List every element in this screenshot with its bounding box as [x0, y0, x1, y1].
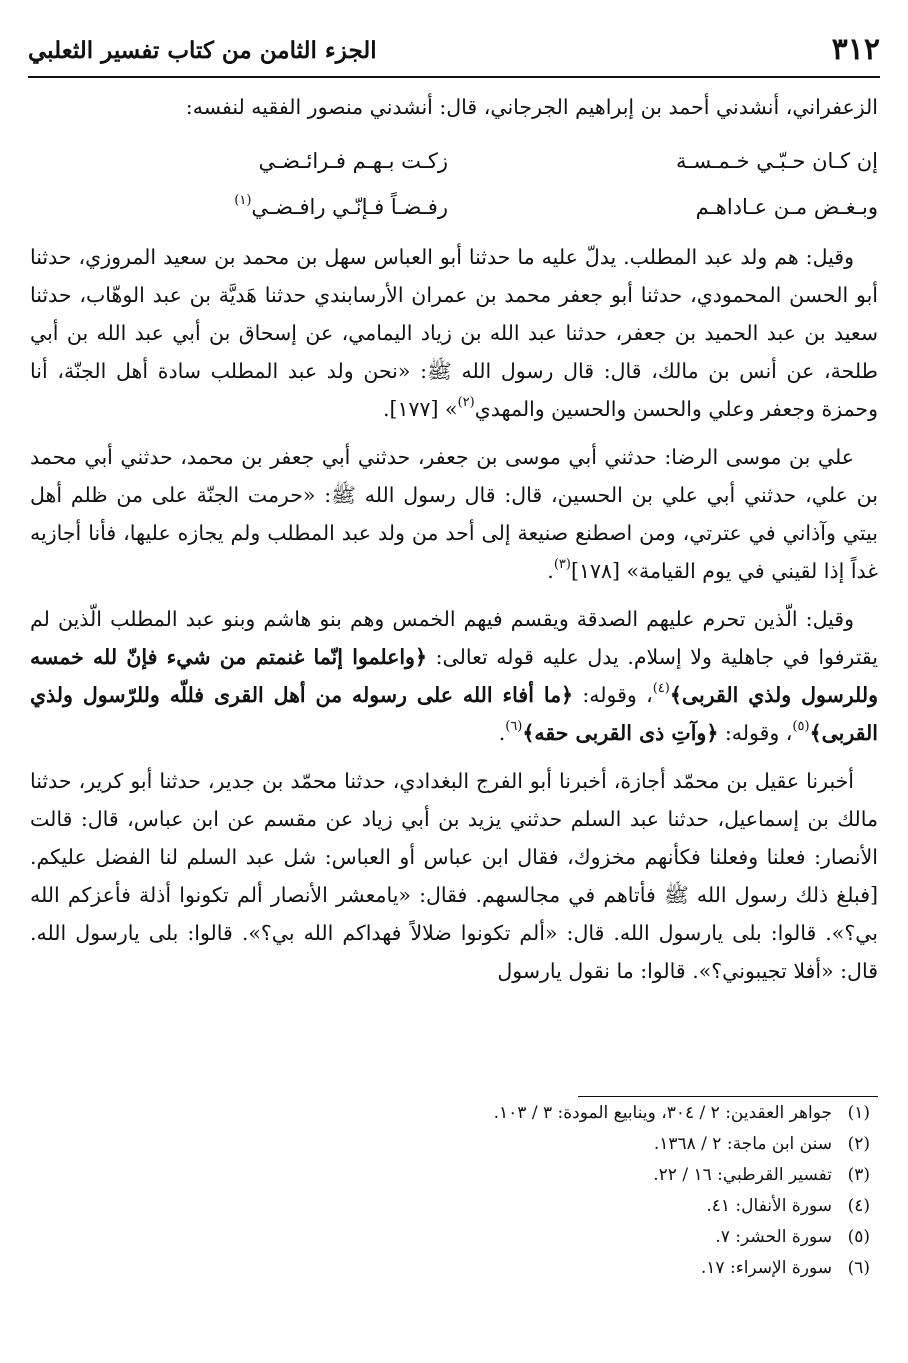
footnote — [30, 1191, 878, 1222]
running-head: الجزء الثامن من كتاب تفسير الثعلبي — [28, 37, 377, 64]
footnote — [30, 1160, 878, 1191]
paragraph-1-text: وقيل: هم ولد عبد المطلب. يدلّ عليه ما حدثنا أبو العباس سهل بن محمد بن سعيد المروزي، حدثنا أبو الحسن المحمودي، حدثنا أبو جعفر محمد بن عمران الأرسابندي حدثنا هَديَّة بن عبد الوهّاب، حدثنا سعيد بن عبد الحميد بن جعفر، حدثنا عبد الله بن زياد اليمامي، عن إسحاق بن أبي عبد الله بن أبي طلحة، عن أنس بن مالك، قال: قال رسول الله ﷺ: «نحن ولد عبد المطلب سادة أهل الجنّة، أنا وحمزة وجعفر وعلي والحسن والحسين والمهدي — [30, 245, 878, 421]
poem-verse — [30, 136, 878, 230]
paragraph-4: أخبرنا عقيل بن محمّد أجازة، أخبرنا أبو الفرج البغدادي، حدثنا محمّد بن جدير، حدثنا أبو كرير، حدثنا مالك بن إسماعيل، حدثنا عبد السلم حدثني يزيد بن أبي زياد عن مقسم عن ابن عباس، قال: قالت الأنصار: فعلنا وفعلنا فكأنهم مخزوك، فقال ابن عباس أو العباس: شل عبد السلم لنا الفضل عليكم. [فبلغ ذلك رسول الله ﷺ فأتاهم في مجالسهم. فقال: «يامعشر الأنصار ألم تكونوا أذلة فأعزكم الله بي؟». قالوا: بلى يارسول الله. قال: «ألم تكونوا ضلالاً فهداكم الله بي؟». قالوا: بلى يارسول الله. قال: «أفلا تجيبوني؟». قالوا: ما نقول يارسول — [30, 769, 878, 983]
footnote-text: سورة الأنفال: ٤١. — [706, 1196, 832, 1216]
footnote-number: (٣) — [847, 1165, 870, 1185]
quran-quote-3: ﴿وآتِ ذى القربى حقه﴾ — [522, 721, 719, 745]
paragraph-3-tail: . — [498, 721, 506, 745]
footnote-ref-2: (٢) — [457, 395, 475, 410]
footnote-number: (١) — [847, 1103, 870, 1123]
verse-line1-second: زكـت بـهـم فـرائـضـي — [258, 149, 448, 173]
verse-line2-second-text: رفـضـاً فـإنّـي رافـضـي — [251, 195, 448, 219]
footnote-text: سنن ابن ماجة: ٢ / ١٣٦٨. — [653, 1134, 832, 1154]
verse-line1-first: إن كـان حـبّـي خـمـسـة — [676, 149, 878, 173]
footnote-ref-3: (٣) — [553, 557, 571, 572]
paragraph-1 — [30, 238, 878, 428]
footnote-text: تفسير القرطبي: ١٦ / ٢٢. — [653, 1165, 832, 1185]
main-text — [30, 88, 878, 1000]
paragraph-3-text1: وقيل: الّذين تحرم عليهم الصدقة ويقسم فيهم الخمس وهم بنو هاشم وبنو عبد المطلب الّذين لم يقترفوا في جاهلية ولا إسلام. يدل عليه قوله تعالى: — [30, 607, 878, 669]
footnote-rule — [578, 1096, 878, 1097]
footnote-ref-4: (٤) — [652, 681, 670, 696]
quran-quote-1: ﴿واعلموا إنّما غنمتم من شيء فإنّ لله خمسه وللرسول ولذي القربى﴾ — [30, 645, 878, 707]
footnote-ref-6: (٦) — [505, 719, 523, 734]
paragraph-3-text2: ، وقوله: — [573, 683, 653, 707]
page-number: ٣١٢ — [831, 32, 880, 67]
header-rule — [28, 76, 880, 78]
quran-quote-2: ﴿ما أفاء الله على رسوله من أهل القرى فللّه وللرّسول ولذي القربى﴾ — [30, 683, 878, 745]
intro-paragraph: الزعفراني، أنشدني أحمد بن إبراهيم الجرجاني، قال: أنشدني منصور الفقيه لنفسه: — [185, 95, 878, 119]
paragraph-2-text: علي بن موسى الرضا: حدثني أبي موسى بن جعفر، حدثني أبي جعفر بن محمد، حدثني أبي محمد بن علي، حدثني أبي علي بن الحسين، قال: قال رسول الله ﷺ: «حرمت الجنّة على من ظلم أهل بيتي وآذاني في عترتي، ومن اصطنع صنيعة إلى أحد من ولد عبد المطلب ولم يجازه عليها، فأنا أجازيه غداً إذا لقيني في يوم القيامة» [١٧٨] — [30, 445, 878, 583]
footnote — [30, 1098, 878, 1129]
paragraph-2 — [30, 438, 878, 590]
footnote-number: (٥) — [847, 1227, 870, 1247]
paragraph-1-tail: » [١٧٧]. — [382, 397, 458, 421]
footnote-text: سورة الحشر: ٧. — [715, 1227, 832, 1247]
footnote-number: (٢) — [847, 1134, 870, 1154]
footnote-text: سورة الإسراء: ١٧. — [700, 1258, 832, 1278]
page-header — [28, 30, 880, 70]
footnote-number: (٤) — [847, 1196, 870, 1216]
verse-line2-first: وبـغـض مـن عـاداهـم — [695, 195, 878, 219]
footnote — [30, 1129, 878, 1160]
footnote-ref-5: (٥) — [792, 719, 810, 734]
footnote-ref-1: (١) — [234, 193, 252, 208]
paragraph-3-text3: ، وقوله: — [718, 721, 793, 745]
paragraph-2-tail: . — [547, 559, 554, 583]
footnote-number: (٦) — [847, 1258, 870, 1278]
footnote — [30, 1253, 878, 1284]
paragraph-3 — [30, 600, 878, 752]
footnotes — [30, 1098, 878, 1284]
footnote-text: جواهر العقدين: ٢ / ٣٠٤، وينابيع المودة: ٣ / ١٠٣. — [493, 1103, 832, 1123]
footnote — [30, 1222, 878, 1253]
verse-line2-second — [234, 184, 448, 230]
